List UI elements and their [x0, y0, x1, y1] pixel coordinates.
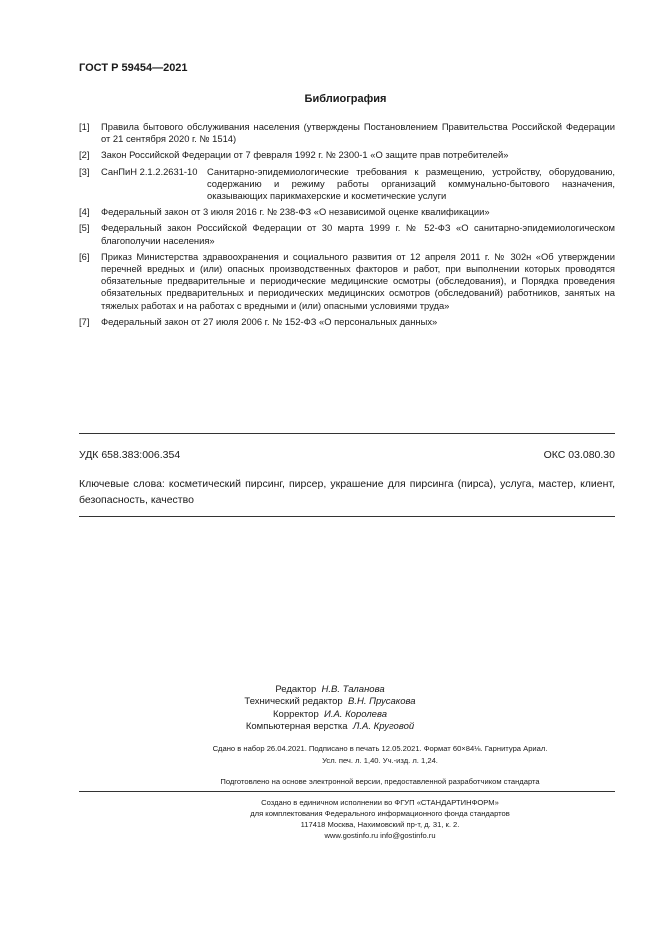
bib-text: Санитарно-эпидемиологические требования к размещению, устройству, оборудованию, содержанию и режиму работы организаций коммунально-бытового назначения, оказывающих парикмахерские и косметические услуги	[207, 165, 615, 202]
bib-code: СанПиН 2.1.2.2631-10	[101, 165, 198, 177]
bib-text: Федеральный закон от 3 июля 2016 г. № 238-ФЗ «О независимой оценке квалификации»	[101, 206, 490, 218]
bib-number: [5]	[79, 222, 90, 234]
bib-item	[79, 121, 615, 145]
publisher-line: для комплектования Федерального информационного фонда стандартов	[250, 809, 510, 818]
print-info-line: Сдано в набор 26.04.2021. Подписано в печать 12.05.2021. Формат 60×84⅛. Гарнитура Ариал.	[212, 744, 548, 753]
bib-item	[79, 149, 615, 161]
credit-role: Корректор	[273, 708, 319, 720]
bib-number: [6]	[79, 250, 90, 262]
bib-number: [7]	[79, 315, 90, 327]
standard-header: ГОСТ Р 59454—2021	[79, 62, 188, 74]
bib-text: Приказ Министерства здравоохранения и социального развития от 12 апреля 2011 г. № 302н «Об утверждении перечней вредных и (или) опасных производственных факторов и работ, при выполнении которых проводятся обязательные предварительные и периодические медицинские осмотры (обследования), и Порядка проведения обязательных предварительных и периодических медицинских осмотров (обследований) работников, занятых на тяжелых работах и на работах с вредными и (или) опасными условиями труда»	[101, 250, 615, 311]
credit-name: И.А. Королева	[324, 708, 387, 720]
bib-text: Закон Российской Федерации от 7 февраля 1992 г. № 2300-1 «О защите прав потребителей»	[101, 149, 509, 161]
credit-role: Компьютерная верстка	[245, 721, 348, 733]
bib-number: [2]	[79, 149, 90, 161]
bib-item	[79, 222, 615, 246]
publisher-address: 117418 Москва, Нахимовский пр-т, д. 31, к. 2.	[300, 820, 460, 829]
divider	[79, 516, 615, 517]
credit-row	[150, 709, 510, 721]
divider	[79, 433, 615, 434]
bib-text: Федеральный закон от 27 июля 2006 г. № 152-ФЗ «О персональных данных»	[101, 315, 438, 327]
publisher-line: Создано в единичном исполнении во ФГУП «СТАНДАРТИНФОРМ»	[261, 798, 499, 807]
bib-item	[79, 166, 615, 203]
credit-name: Л.А. Круговой	[352, 721, 415, 733]
bibliography-title: Библиография	[304, 93, 387, 105]
oks-code: ОКС 03.080.30	[543, 449, 615, 461]
bibliography-list	[79, 121, 615, 332]
divider	[79, 791, 615, 792]
bib-item	[79, 206, 615, 218]
credits-block	[150, 684, 510, 734]
classification-row	[79, 449, 615, 461]
credit-name: Н.В. Таланова	[321, 684, 385, 695]
bib-number: [4]	[79, 206, 90, 218]
bib-number: [1]	[79, 121, 90, 132]
keywords: Ключевые слова: косметический пирсинг, пирсер, украшение для пирсинга (пирса), услуга, мастер, клиент, безопасность, качество	[79, 478, 615, 506]
print-info-line: Усл. печ. л. 1,40. Уч.-изд. л. 1,24.	[322, 756, 438, 765]
credit-row	[150, 721, 510, 733]
bib-number: [3]	[79, 165, 90, 177]
udk-code: УДК 658.383:006.354	[79, 449, 181, 461]
prepared-note: Подготовлено на основе электронной версии, предоставленной разработчиком стандарта	[220, 777, 540, 786]
bib-text: Правила бытового обслуживания населения (утверждены Постановлением Правительства Российской Федерации от 21 сентября 2020 г. № 1514)	[101, 121, 615, 145]
credit-role: Технический редактор	[244, 696, 343, 708]
credit-row	[150, 696, 510, 708]
bib-item	[79, 316, 615, 328]
bib-item	[79, 251, 615, 312]
credit-role: Редактор	[275, 684, 317, 695]
bib-text: Федеральный закон Российской Федерации от 30 марта 1999 г. № 52-ФЗ «О санитарно-эпидемиологическом благополучии населения»	[101, 222, 615, 246]
credit-name: В.Н. Прусакова	[348, 696, 416, 708]
credit-row	[150, 684, 510, 696]
publisher-contacts: www.gostinfo.ru info@gostinfo.ru	[324, 831, 436, 840]
